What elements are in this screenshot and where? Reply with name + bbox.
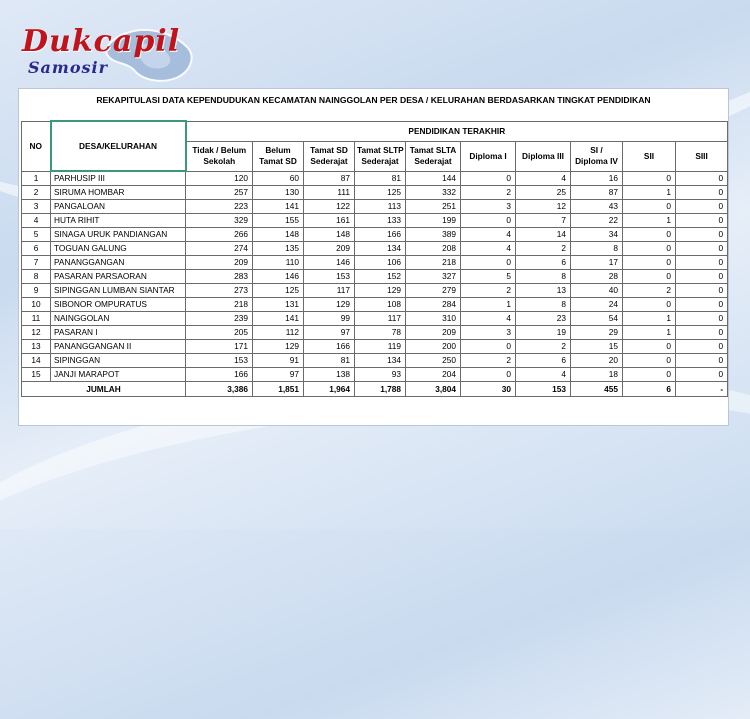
- cell-value: 8: [571, 242, 623, 256]
- total-value: 6: [623, 382, 676, 397]
- cell-value: 15: [571, 340, 623, 354]
- cell-value: 4: [516, 368, 571, 382]
- table-row: [22, 228, 728, 242]
- sub-header-line2: Sederajat: [361, 156, 399, 166]
- village-name: TOGUAN GALUNG: [51, 242, 186, 256]
- logo-dukcapil-text: Dukcapil: [22, 24, 181, 59]
- cell-value: 129: [304, 298, 355, 312]
- cell-value: 199: [406, 214, 461, 228]
- table-row: [22, 368, 728, 382]
- cell-value: 239: [186, 312, 253, 326]
- row-number: 7: [22, 256, 51, 270]
- cell-value: 60: [253, 171, 304, 186]
- row-number: 1: [22, 171, 51, 186]
- education-table: [21, 120, 728, 397]
- cell-value: 0: [676, 368, 728, 382]
- cell-value: 1: [461, 298, 516, 312]
- sub-header-6: [516, 141, 571, 171]
- cell-value: 1: [623, 326, 676, 340]
- cell-value: 218: [186, 298, 253, 312]
- cell-value: 117: [304, 284, 355, 298]
- cell-value: 251: [406, 200, 461, 214]
- cell-value: 125: [355, 186, 406, 200]
- cell-value: 146: [253, 270, 304, 284]
- header-pendidikan-terakhir: PENDIDIKAN TERAKHIR: [186, 121, 728, 141]
- cell-value: 389: [406, 228, 461, 242]
- table-row: [22, 284, 728, 298]
- cell-value: 205: [186, 326, 253, 340]
- table-row: [22, 298, 728, 312]
- cell-value: 120: [186, 171, 253, 186]
- sub-header-line1: SI /: [590, 145, 603, 155]
- cell-value: 17: [571, 256, 623, 270]
- cell-value: 0: [623, 228, 676, 242]
- row-number: 4: [22, 214, 51, 228]
- cell-value: 108: [355, 298, 406, 312]
- total-value: 153: [516, 382, 571, 397]
- cell-value: 166: [355, 228, 406, 242]
- row-number: 6: [22, 242, 51, 256]
- cell-value: 22: [571, 214, 623, 228]
- cell-value: 266: [186, 228, 253, 242]
- cell-value: 110: [253, 256, 304, 270]
- row-number: 14: [22, 354, 51, 368]
- cell-value: 97: [253, 368, 304, 382]
- report-title: REKAPITULASI DATA KEPENDUDUKAN KECAMATAN NAINGGOLAN PER DESA / KELURAHAN BERDASARKAN TINGKAT PENDIDIKAN: [96, 95, 651, 105]
- cell-value: 113: [355, 200, 406, 214]
- cell-value: 200: [406, 340, 461, 354]
- cell-value: 332: [406, 186, 461, 200]
- sub-header-line1: Tamat SLTP: [357, 145, 404, 155]
- cell-value: 29: [571, 326, 623, 340]
- cell-value: 106: [355, 256, 406, 270]
- cell-value: 0: [461, 171, 516, 186]
- cell-value: 0: [676, 354, 728, 368]
- cell-value: 152: [355, 270, 406, 284]
- table-row: [22, 242, 728, 256]
- cell-value: 279: [406, 284, 461, 298]
- cell-value: 0: [676, 284, 728, 298]
- cell-value: 148: [304, 228, 355, 242]
- cell-value: 134: [355, 354, 406, 368]
- table-row: [22, 200, 728, 214]
- cell-value: 125: [253, 284, 304, 298]
- cell-value: 1: [623, 214, 676, 228]
- sub-header-2: [304, 141, 355, 171]
- cell-value: 87: [571, 186, 623, 200]
- cell-value: 6: [516, 354, 571, 368]
- cell-value: 28: [571, 270, 623, 284]
- row-number: 9: [22, 284, 51, 298]
- cell-value: 112: [253, 326, 304, 340]
- cell-value: 141: [253, 200, 304, 214]
- sub-header-4: [406, 141, 461, 171]
- cell-value: 1: [623, 312, 676, 326]
- village-name: SIRUMA HOMBAR: [51, 186, 186, 200]
- report-sheet: [18, 88, 729, 426]
- header-desa: DESA/KELURAHAN: [51, 121, 186, 171]
- sub-header-3: [355, 141, 406, 171]
- cell-value: 208: [406, 242, 461, 256]
- sub-header-line1: Tamat SD: [310, 145, 348, 155]
- cell-value: 87: [304, 171, 355, 186]
- cell-value: 329: [186, 214, 253, 228]
- cell-value: 0: [623, 171, 676, 186]
- cell-value: 1: [623, 186, 676, 200]
- sub-header-line2: Sederajat: [414, 156, 452, 166]
- cell-value: 153: [304, 270, 355, 284]
- cell-value: 117: [355, 312, 406, 326]
- sub-header-line2: Sekolah: [203, 156, 236, 166]
- row-number: 2: [22, 186, 51, 200]
- cell-value: 4: [461, 242, 516, 256]
- cell-value: 310: [406, 312, 461, 326]
- cell-value: 0: [623, 368, 676, 382]
- cell-value: 0: [623, 298, 676, 312]
- cell-value: 81: [304, 354, 355, 368]
- total-value: 455: [571, 382, 623, 397]
- cell-value: 274: [186, 242, 253, 256]
- cell-value: 2: [461, 354, 516, 368]
- row-number: 10: [22, 298, 51, 312]
- cell-value: 4: [516, 171, 571, 186]
- cell-value: 16: [571, 171, 623, 186]
- table-row: [22, 326, 728, 340]
- cell-value: 0: [623, 200, 676, 214]
- cell-value: 0: [676, 228, 728, 242]
- cell-value: 129: [355, 284, 406, 298]
- cell-value: 12: [516, 200, 571, 214]
- sub-header-line1: SIII: [695, 150, 708, 161]
- cell-value: 209: [406, 326, 461, 340]
- table-row: [22, 270, 728, 284]
- cell-value: 3: [461, 200, 516, 214]
- cell-value: 257: [186, 186, 253, 200]
- table-row: [22, 214, 728, 228]
- sub-header-8: [623, 141, 676, 171]
- cell-value: 0: [676, 312, 728, 326]
- cell-value: 0: [676, 270, 728, 284]
- sub-header-1: [253, 141, 304, 171]
- sub-header-line2: Tamat SD: [259, 156, 297, 166]
- cell-value: 0: [676, 214, 728, 228]
- cell-value: 135: [253, 242, 304, 256]
- sub-header-line1: SII: [643, 150, 655, 161]
- sub-header-0: [186, 141, 253, 171]
- total-value: 30: [461, 382, 516, 397]
- village-name: PARHUSIP III: [51, 171, 186, 186]
- village-name: SINAGA URUK PANDIANGAN: [51, 228, 186, 242]
- cell-value: 7: [516, 214, 571, 228]
- dukcapil-samosir-logo: [10, 14, 210, 94]
- logo-samosir-text: Samosir: [28, 58, 109, 77]
- cell-value: 25: [516, 186, 571, 200]
- total-label: JUMLAH: [22, 382, 186, 397]
- cell-value: 155: [253, 214, 304, 228]
- sub-header-line1: Tamat SLTA: [409, 145, 457, 155]
- cell-value: 122: [304, 200, 355, 214]
- cell-value: 209: [186, 256, 253, 270]
- cell-value: 0: [623, 242, 676, 256]
- cell-value: 19: [516, 326, 571, 340]
- sub-header-line1: Diploma I: [469, 150, 507, 161]
- cell-value: 99: [304, 312, 355, 326]
- sub-header-line2: Diploma IV: [575, 156, 618, 166]
- table-row: [22, 186, 728, 200]
- total-value: 1,851: [253, 382, 304, 397]
- cell-value: 134: [355, 242, 406, 256]
- table-body: [22, 171, 728, 382]
- sub-header-line2: Sederajat: [310, 156, 348, 166]
- cell-value: 93: [355, 368, 406, 382]
- village-name: PANANGGANGAN: [51, 256, 186, 270]
- sub-header-line1: Tidak / Belum: [192, 145, 247, 155]
- cell-value: 0: [461, 340, 516, 354]
- cell-value: 283: [186, 270, 253, 284]
- total-value: 3,386: [186, 382, 253, 397]
- sub-header-7: [571, 141, 623, 171]
- row-number: 11: [22, 312, 51, 326]
- cell-value: 141: [253, 312, 304, 326]
- cell-value: 0: [676, 298, 728, 312]
- cell-value: 2: [516, 340, 571, 354]
- cell-value: 23: [516, 312, 571, 326]
- cell-value: 4: [461, 312, 516, 326]
- village-name: JANJI MARAPOT: [51, 368, 186, 382]
- village-name: NAINGGOLAN: [51, 312, 186, 326]
- cell-value: 0: [676, 326, 728, 340]
- cell-value: 0: [676, 242, 728, 256]
- cell-value: 0: [623, 354, 676, 368]
- cell-value: 131: [253, 298, 304, 312]
- cell-value: 18: [571, 368, 623, 382]
- cell-value: 138: [304, 368, 355, 382]
- row-number: 5: [22, 228, 51, 242]
- total-value: 1,964: [304, 382, 355, 397]
- cell-value: 4: [461, 228, 516, 242]
- cell-value: 153: [186, 354, 253, 368]
- cell-value: 81: [355, 171, 406, 186]
- cell-value: 0: [676, 171, 728, 186]
- cell-value: 146: [304, 256, 355, 270]
- row-number: 8: [22, 270, 51, 284]
- cell-value: 2: [461, 284, 516, 298]
- total-value: 3,804: [406, 382, 461, 397]
- cell-value: 2: [623, 284, 676, 298]
- village-name: SIBONOR OMPURATUS: [51, 298, 186, 312]
- cell-value: 6: [516, 256, 571, 270]
- cell-value: 24: [571, 298, 623, 312]
- cell-value: 223: [186, 200, 253, 214]
- total-value: 1,788: [355, 382, 406, 397]
- cell-value: 13: [516, 284, 571, 298]
- cell-value: 3: [461, 326, 516, 340]
- table-row: [22, 256, 728, 270]
- cell-value: 161: [304, 214, 355, 228]
- cell-value: 0: [461, 256, 516, 270]
- cell-value: 20: [571, 354, 623, 368]
- cell-value: 273: [186, 284, 253, 298]
- cell-value: 0: [676, 256, 728, 270]
- village-name: PASARAN I: [51, 326, 186, 340]
- cell-value: 171: [186, 340, 253, 354]
- sub-header-line1: Diploma III: [522, 150, 564, 161]
- cell-value: 43: [571, 200, 623, 214]
- cell-value: 34: [571, 228, 623, 242]
- cell-value: 327: [406, 270, 461, 284]
- table-row: [22, 354, 728, 368]
- cell-value: 5: [461, 270, 516, 284]
- cell-value: 218: [406, 256, 461, 270]
- row-number: 15: [22, 368, 51, 382]
- cell-value: 284: [406, 298, 461, 312]
- cell-value: 133: [355, 214, 406, 228]
- cell-value: 8: [516, 270, 571, 284]
- cell-value: 91: [253, 354, 304, 368]
- cell-value: 0: [623, 256, 676, 270]
- table-row: [22, 312, 728, 326]
- cell-value: 209: [304, 242, 355, 256]
- village-name: SIPINGGAN LUMBAN SIANTAR: [51, 284, 186, 298]
- cell-value: 78: [355, 326, 406, 340]
- header-no: NO: [22, 121, 51, 171]
- cell-value: 14: [516, 228, 571, 242]
- cell-value: 54: [571, 312, 623, 326]
- cell-value: 148: [253, 228, 304, 242]
- cell-value: 2: [461, 186, 516, 200]
- village-name: PASARAN PARSAORAN: [51, 270, 186, 284]
- village-name: HUTA RIHIT: [51, 214, 186, 228]
- row-number: 3: [22, 200, 51, 214]
- cell-value: 119: [355, 340, 406, 354]
- cell-value: 40: [571, 284, 623, 298]
- total-row: [22, 382, 728, 397]
- cell-value: 111: [304, 186, 355, 200]
- cell-value: 250: [406, 354, 461, 368]
- total-value: -: [676, 382, 728, 397]
- cell-value: 130: [253, 186, 304, 200]
- village-name: SIPINGGAN: [51, 354, 186, 368]
- cell-value: 0: [623, 340, 676, 354]
- cell-value: 2: [516, 242, 571, 256]
- cell-value: 0: [676, 340, 728, 354]
- sub-header-line1: Belum: [265, 145, 291, 155]
- row-number: 13: [22, 340, 51, 354]
- table-row: [22, 171, 728, 186]
- village-name: PANGALOAN: [51, 200, 186, 214]
- cell-value: 0: [676, 200, 728, 214]
- row-number: 12: [22, 326, 51, 340]
- cell-value: 144: [406, 171, 461, 186]
- cell-value: 166: [304, 340, 355, 354]
- village-name: PANANGGANGAN II: [51, 340, 186, 354]
- sub-header-5: [461, 141, 516, 171]
- cell-value: 0: [676, 186, 728, 200]
- cell-value: 0: [461, 214, 516, 228]
- cell-value: 204: [406, 368, 461, 382]
- cell-value: 0: [461, 368, 516, 382]
- table-row: [22, 340, 728, 354]
- cell-value: 129: [253, 340, 304, 354]
- sub-header-9: [676, 141, 728, 171]
- cell-value: 97: [304, 326, 355, 340]
- cell-value: 8: [516, 298, 571, 312]
- cell-value: 166: [186, 368, 253, 382]
- cell-value: 0: [623, 270, 676, 284]
